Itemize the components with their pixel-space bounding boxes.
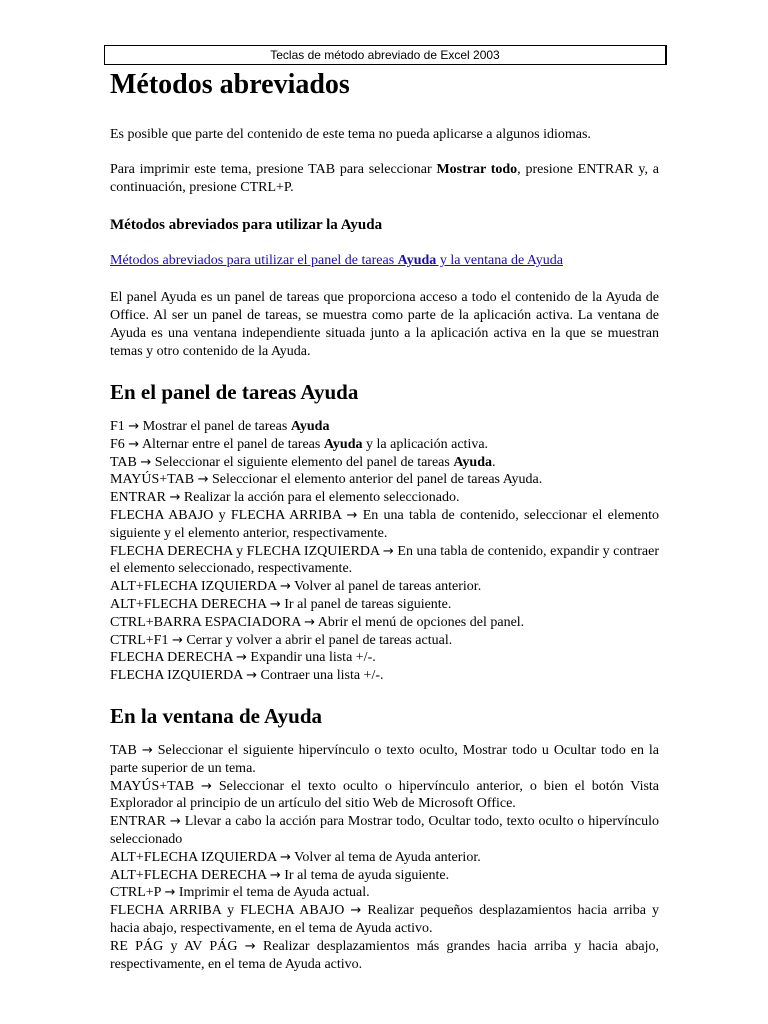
shortcut-item xyxy=(110,867,659,885)
arrow-icon: → xyxy=(141,742,153,758)
shortcut-key: TAB xyxy=(110,454,137,470)
arrow-icon: → xyxy=(279,849,291,865)
shortcut-description: Ir al tema de ayuda siguiente. xyxy=(284,867,450,883)
arrow-icon: → xyxy=(382,543,394,559)
print-text-a: Para imprimir este tema, presione TAB para seleccionar xyxy=(110,162,437,177)
shortcut-description: Ir al panel de tareas siguiente. xyxy=(284,596,452,612)
shortcut-key: CTRL+BARRA ESPACIADORA xyxy=(110,614,301,630)
shortcut-key: F6 xyxy=(110,436,125,452)
shortcut-description: Volver al panel de tareas anterior. xyxy=(294,579,482,595)
shortcut-item xyxy=(110,632,659,650)
shortcut-description: Realizar pequeños desplazamientos hacia arriba y hacia abajo, respectivamente, en el tema de Ayuda activo. xyxy=(110,903,659,936)
language-note: Es posible que parte del contenido de este tema no pueda aplicarse a algunos idiomas. xyxy=(110,127,591,142)
shortcut-description: Seleccionar el elemento anterior del panel de tareas Ayuda. xyxy=(211,472,543,488)
shortcut-key: FLECHA DERECHA y FLECHA IZQUIERDA xyxy=(110,543,380,559)
document-header-title: Teclas de método abreviado de Excel 2003 xyxy=(270,48,500,62)
help-description: El panel Ayuda es un panel de tareas que proporciona acceso a todo el contenido de la Ayuda de Office. Al ser un panel de tareas, se muestra como parte de la aplicación activa. La ventana de Ayuda es una ventana independiente situada junto a la aplicación activa en la que se muestran temas y otro contenido de la Ayuda. xyxy=(110,290,659,359)
window-section-heading: En la ventana de Ayuda xyxy=(110,703,322,728)
shortcut-description: Abrir el menú de opciones del panel. xyxy=(317,614,525,630)
arrow-icon: → xyxy=(197,472,209,488)
arrow-icon: → xyxy=(169,814,181,830)
arrow-icon: → xyxy=(269,867,281,883)
shortcut-description: En una tabla de contenido, seleccionar el elemento siguiente y el elemento anterior, respectivamente. xyxy=(110,507,659,541)
print-text-bold: Mostrar todo xyxy=(436,162,518,177)
arrow-icon: → xyxy=(346,507,358,523)
shortcut-description: Seleccionar el siguiente elemento del panel de tareas xyxy=(154,454,454,470)
shortcut-item xyxy=(110,667,659,685)
help-shortcuts-link[interactable]: Métodos abreviados para utilizar el panel de tareas Ayuda y la ventana de Ayuda xyxy=(110,253,563,268)
shortcut-description-bold: Ayuda xyxy=(323,436,363,452)
shortcut-description-bold: Ayuda xyxy=(290,419,330,434)
help-section-heading: Métodos abreviados para utilizar la Ayuda xyxy=(110,217,383,233)
shortcut-item xyxy=(110,489,659,507)
shortcut-item xyxy=(110,418,659,436)
shortcut-key: ENTRAR xyxy=(110,814,166,830)
shortcut-item xyxy=(110,471,659,489)
arrow-icon: → xyxy=(350,903,362,919)
arrow-icon: → xyxy=(304,614,315,630)
shortcut-description: Seleccionar el texto oculto o hipervínculo anterior, o bien el botón Vista Explorador al principio de un artículo del sitio Web de Microsoft Office. xyxy=(110,778,660,812)
shortcut-key: FLECHA IZQUIERDA xyxy=(110,668,243,684)
shortcut-key: TAB xyxy=(110,742,137,758)
shortcut-description: Contraer una lista +/-. xyxy=(260,668,384,684)
shortcut-description: Realizar desplazamientos más grandes hacia arriba y hacia abajo, respectivamente, en el tema de Ayuda activo. xyxy=(110,938,660,972)
document-header xyxy=(104,45,667,65)
shortcut-key: ALT+FLECHA DERECHA xyxy=(110,596,267,612)
shortcut-item xyxy=(110,849,659,867)
shortcut-description-tail: . xyxy=(492,454,496,470)
shortcut-description-tail: y la aplicación activa. xyxy=(362,436,489,452)
page-title: Métodos abreviados xyxy=(110,69,350,100)
shortcut-item xyxy=(110,543,659,579)
arrow-icon: → xyxy=(169,490,181,506)
shortcut-item xyxy=(110,436,659,454)
shortcut-item xyxy=(110,507,659,543)
shortcut-description: Cerrar y volver a abrir el panel de tareas actual. xyxy=(186,632,453,648)
shortcut-key: F1 xyxy=(110,419,125,434)
shortcut-key: CTRL+F1 xyxy=(110,632,169,648)
arrow-icon: → xyxy=(140,454,152,470)
shortcut-item xyxy=(110,596,659,614)
arrow-icon: → xyxy=(279,579,291,595)
shortcut-item xyxy=(110,884,659,902)
arrow-icon: → xyxy=(171,632,183,648)
shortcut-description-bold: Ayuda xyxy=(453,454,492,470)
shortcut-key: ENTRAR xyxy=(110,490,166,506)
arrow-icon: → xyxy=(128,436,140,452)
shortcut-description: Imprimir el tema de Ayuda actual. xyxy=(178,885,370,901)
shortcut-item xyxy=(110,938,659,974)
panel-shortcut-list xyxy=(110,418,659,685)
shortcut-description: Seleccionar el siguiente hipervínculo o texto oculto, Mostrar todo u Ocultar todo en la parte superior de un tema. xyxy=(110,742,660,776)
shortcut-key: CTRL+P xyxy=(110,885,161,901)
shortcut-description: Mostrar el panel de tareas xyxy=(142,419,291,434)
arrow-icon: → xyxy=(244,938,256,954)
arrow-icon: → xyxy=(164,885,176,901)
print-text-b: , presione ENTRAR y, a continuación, presione CTRL+P. xyxy=(110,162,660,195)
shortcut-description: Llevar a cabo la acción para Mostrar todo, Ocultar todo, texto oculto o hipervínculo seleccionado xyxy=(110,814,659,847)
shortcut-key: FLECHA DERECHA xyxy=(110,650,233,666)
shortcut-description: Volver al tema de Ayuda anterior. xyxy=(294,849,481,865)
arrow-icon: → xyxy=(246,668,258,684)
shortcut-description: Realizar la acción para el elemento seleccionado. xyxy=(183,490,460,506)
shortcut-item xyxy=(110,813,659,849)
shortcut-key: FLECHA ABAJO y FLECHA ARRIBA xyxy=(110,507,342,523)
shortcut-item xyxy=(110,778,659,814)
shortcut-key: FLECHA ARRIBA y FLECHA ABAJO xyxy=(110,903,345,919)
shortcut-key: RE PÁG y AV PÁG xyxy=(110,938,238,954)
shortcut-key: MAYÚS+TAB xyxy=(110,472,195,488)
shortcut-item xyxy=(110,454,659,472)
arrow-icon: → xyxy=(128,419,140,434)
shortcut-key: ALT+FLECHA DERECHA xyxy=(110,867,267,883)
panel-section-heading: En el panel de tareas Ayuda xyxy=(110,380,359,404)
shortcut-item xyxy=(110,902,659,938)
window-shortcut-list xyxy=(110,742,659,973)
shortcut-description: Alternar entre el panel de tareas xyxy=(141,436,324,452)
arrow-icon: → xyxy=(269,596,281,612)
shortcut-description: Expandir una lista +/-. xyxy=(250,650,376,666)
shortcut-item xyxy=(110,578,659,596)
shortcut-description: En una tabla de contenido, expandir y contraer el elemento seleccionado, respectivamente. xyxy=(110,543,660,577)
document-body xyxy=(110,68,659,973)
shortcut-item xyxy=(110,742,659,778)
shortcut-key: ALT+FLECHA IZQUIERDA xyxy=(110,849,277,865)
shortcut-item xyxy=(110,614,659,632)
arrow-icon: → xyxy=(236,650,247,666)
print-instructions xyxy=(110,161,659,197)
shortcut-key: ALT+FLECHA IZQUIERDA xyxy=(110,579,277,595)
shortcut-item xyxy=(110,649,659,667)
arrow-icon: → xyxy=(200,778,212,794)
shortcut-key: MAYÚS+TAB xyxy=(110,778,195,794)
